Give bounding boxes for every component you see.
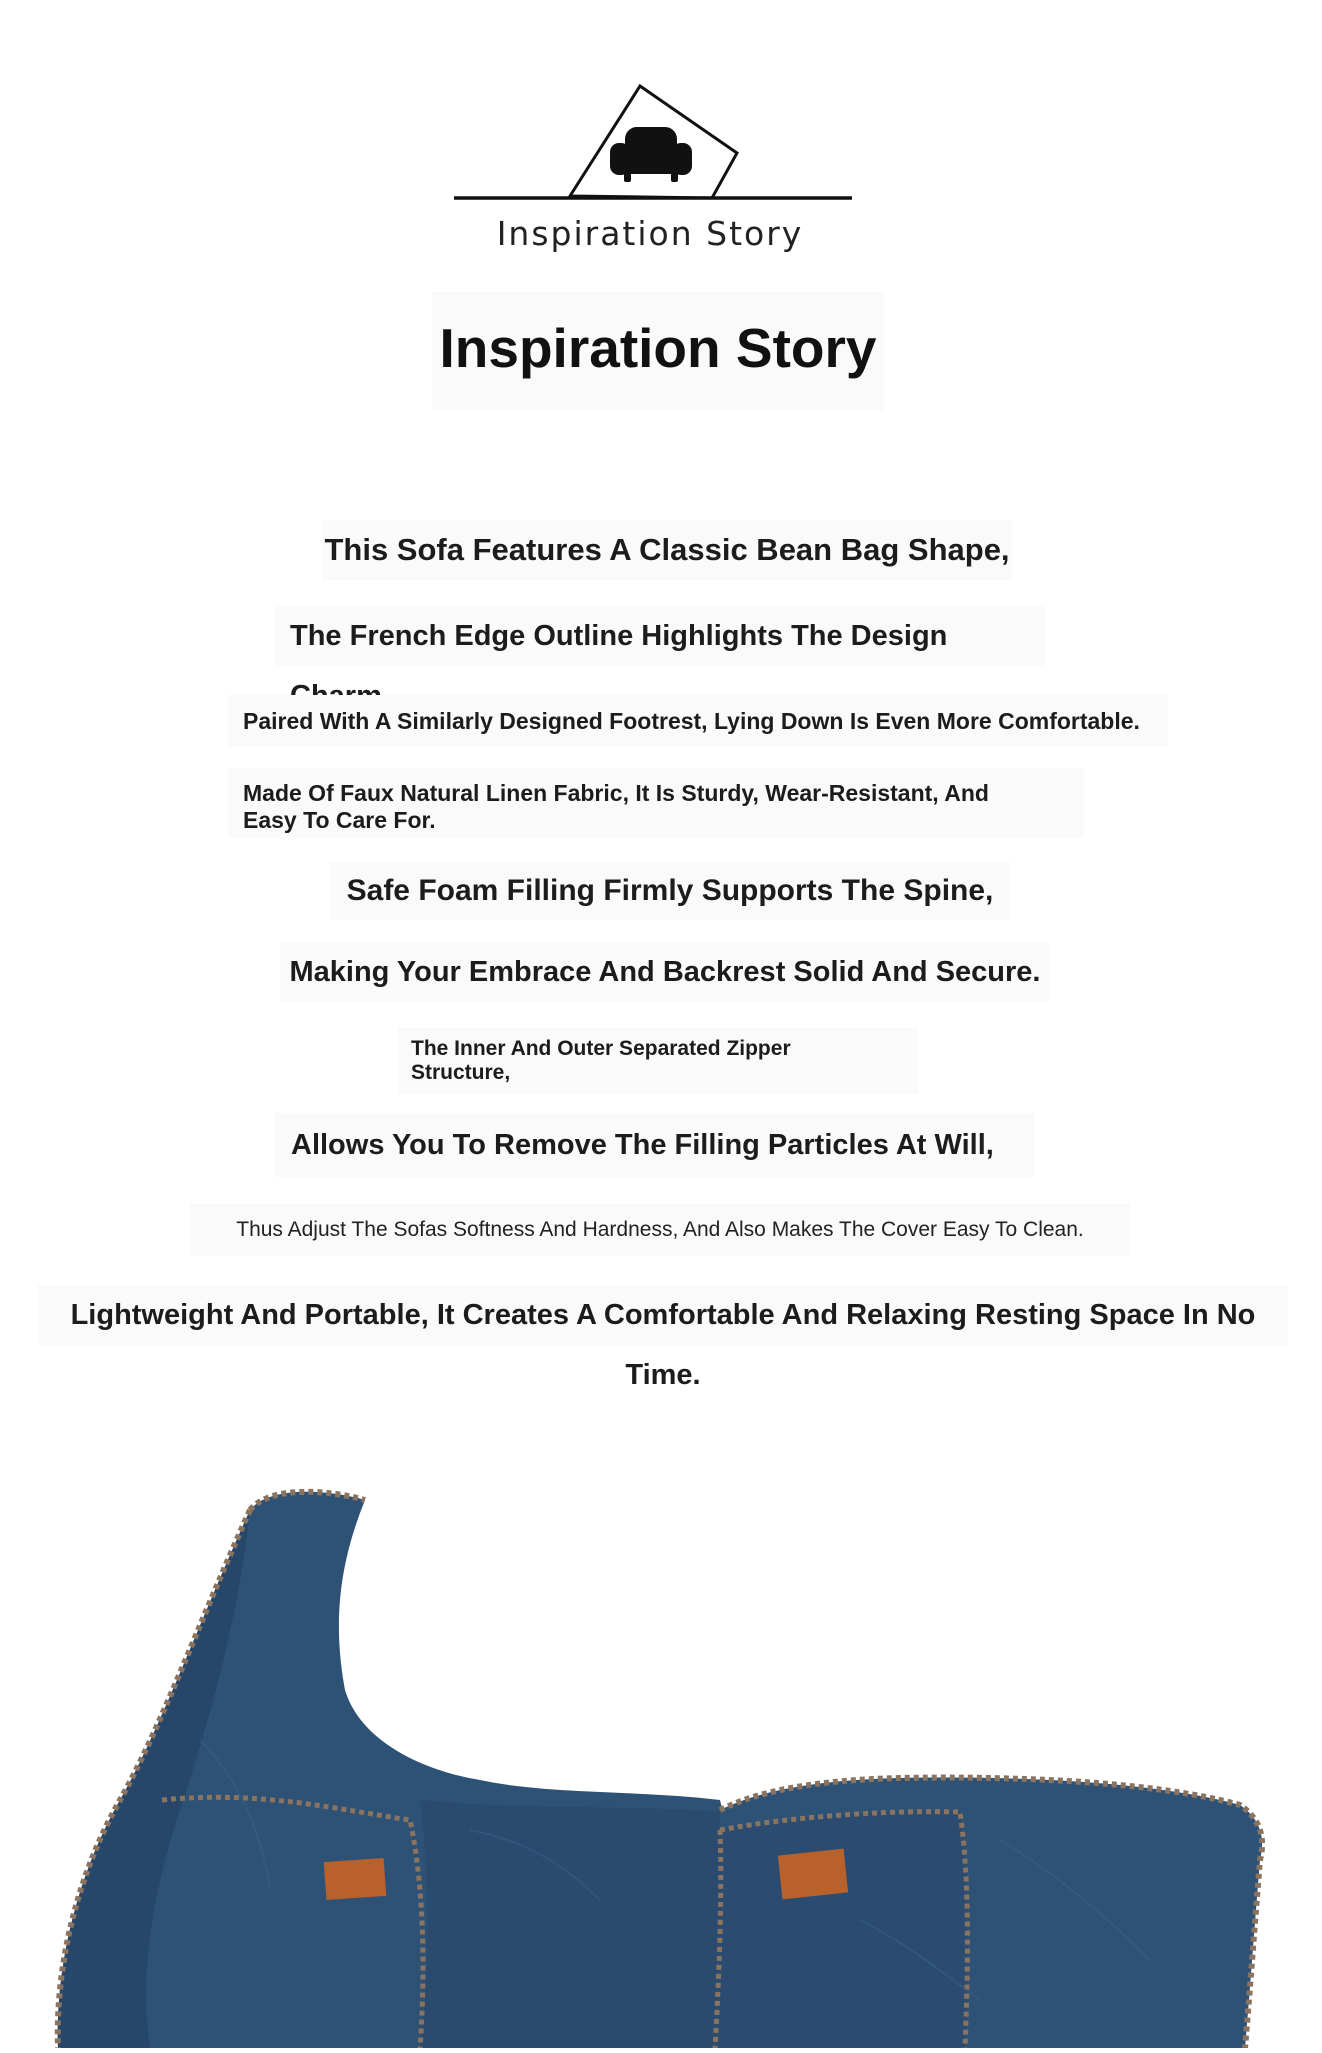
feature-line xyxy=(280,943,1050,1001)
brand-logo xyxy=(450,80,870,270)
feature-text: The French Edge Outline Highlights The Design xyxy=(290,620,948,652)
feature-line xyxy=(38,1285,1288,1391)
feature-line xyxy=(190,1204,1130,1256)
page-title: Inspiration Story xyxy=(439,317,877,379)
feature-text: Structure, xyxy=(411,1061,511,1084)
feature-line xyxy=(398,1028,918,1094)
feature-text: Safe Foam Filling Firmly Supports The Spine, xyxy=(346,874,994,907)
feature-line xyxy=(228,695,1168,747)
feature-line xyxy=(330,862,1010,920)
feature-text: This Sofa Features A Classic Bean Bag Shape, xyxy=(324,532,1010,567)
feature-line xyxy=(322,520,1012,580)
heading-box xyxy=(432,292,884,410)
logo-text: Inspiration Story xyxy=(496,214,804,253)
feature-line xyxy=(228,768,1084,838)
feature-line xyxy=(275,1113,1035,1177)
feature-text: Making Your Embrace And Backrest Solid And Secure. xyxy=(289,956,1041,988)
feature-text: Paired With A Similarly Designed Footrest, Lying Down Is Even More Comfortable. xyxy=(243,708,1140,734)
feature-text: Easy To Care For. xyxy=(243,807,436,833)
product-image xyxy=(0,1440,1322,2048)
feature-text: Made Of Faux Natural Linen Fabric, It Is Sturdy, Wear-Resistant, And xyxy=(243,780,989,806)
feature-text: The Inner And Outer Separated Zipper xyxy=(411,1037,791,1060)
feature-line xyxy=(275,606,1045,666)
feature-text: Thus Adjust The Sofas Softness And Hardness, And Also Makes The Cover Easy To Clean. xyxy=(236,1218,1084,1241)
feature-text: Allows You To Remove The Filling Particles At Will, xyxy=(291,1129,994,1161)
feature-text: Lightweight And Portable, It Creates A Comfortable And Relaxing Resting Space In No Time. xyxy=(70,1299,1256,1391)
